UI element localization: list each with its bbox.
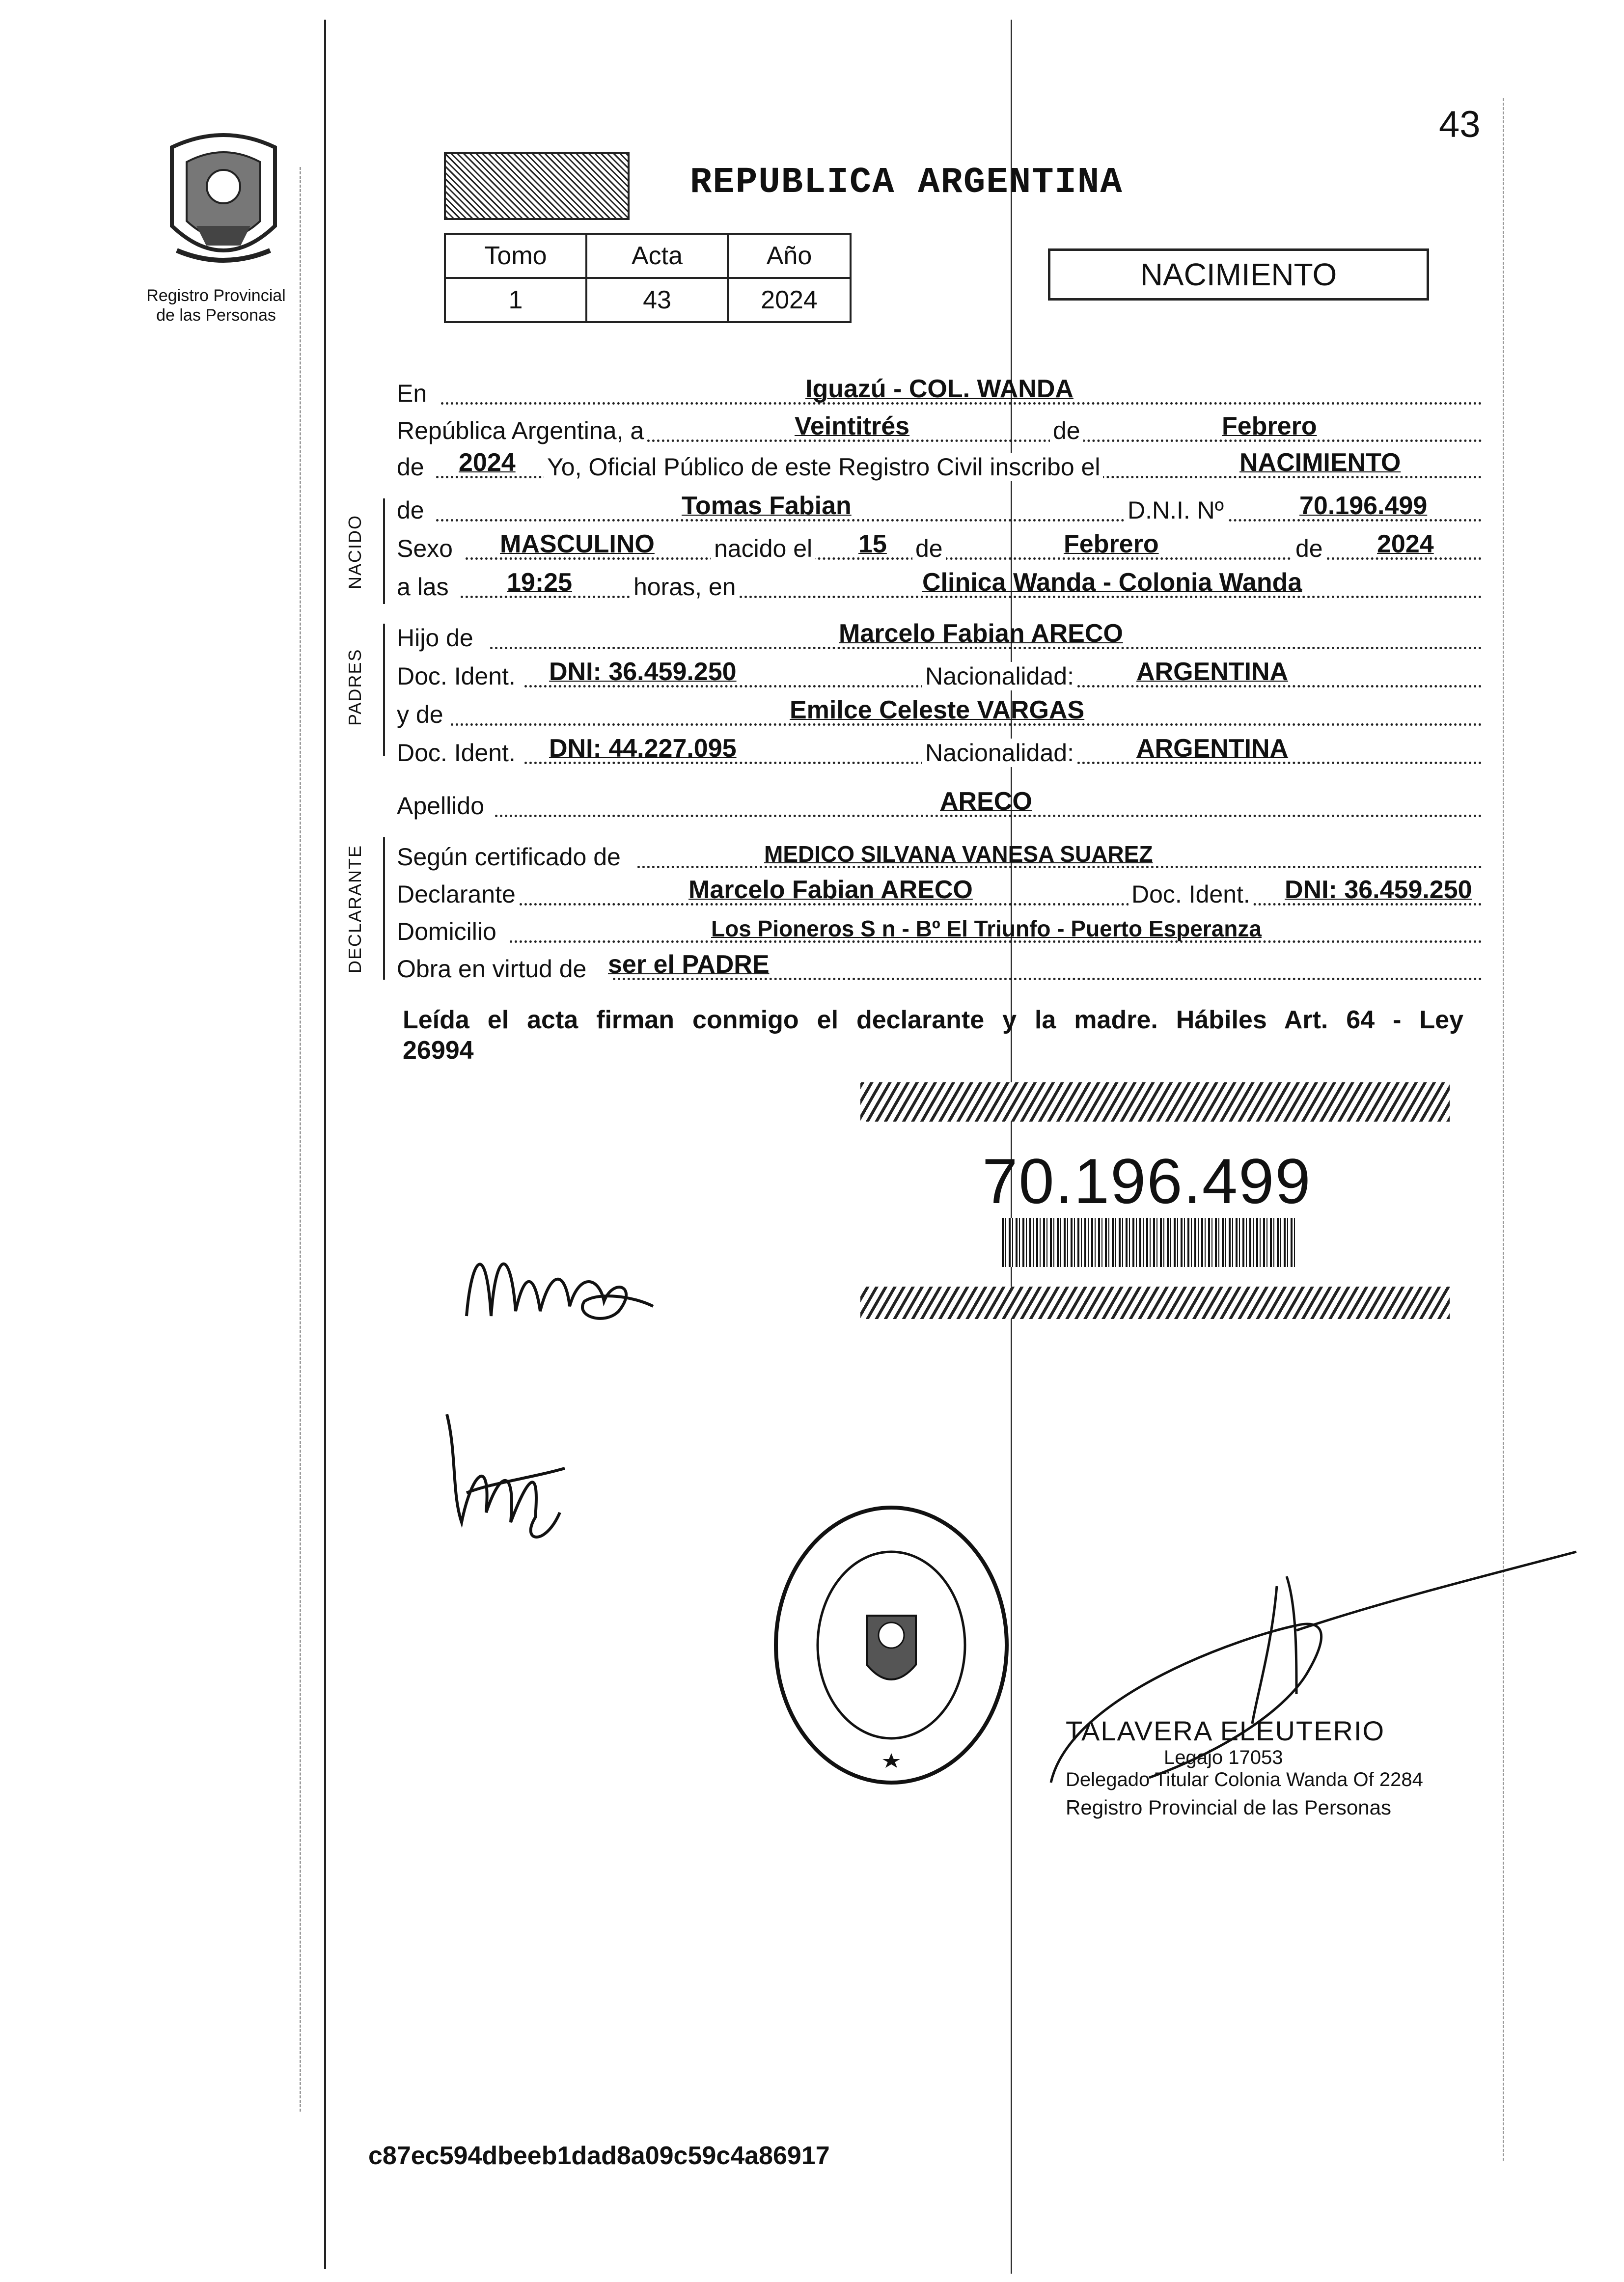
value-lugar: Iguazú - COL. WANDA bbox=[805, 375, 1073, 403]
logo-caption-line1: Registro Provincial bbox=[146, 286, 286, 305]
label-declarante: Declarante bbox=[397, 880, 519, 908]
bracket-declarante bbox=[383, 837, 385, 980]
label-de-anio2: de bbox=[1293, 534, 1326, 563]
label-apellido: Apellido bbox=[397, 792, 487, 820]
label-de-mes2: de bbox=[912, 534, 946, 563]
row-madre-doc bbox=[397, 734, 1482, 769]
row-padre-doc bbox=[397, 657, 1482, 692]
label-segun-certificado: Según certificado de bbox=[397, 843, 624, 871]
row-certificado bbox=[397, 838, 1482, 873]
signature-madre bbox=[432, 1395, 579, 1552]
row-obra-en-virtud bbox=[397, 950, 1482, 985]
label-republica: República Argentina, a bbox=[397, 416, 647, 445]
label-de-nombre: de bbox=[397, 496, 427, 524]
label-en: En bbox=[397, 379, 430, 408]
value-nombre: Tomas Fabian bbox=[682, 492, 852, 520]
label-de-mes: de bbox=[1050, 416, 1083, 445]
hash-code: c87ec594dbeeb1dad8a09c59c4a86917 bbox=[368, 2142, 830, 2170]
value-domicilio: Los Pioneros S n - Bº El Triunfo - Puerto Esperanza bbox=[711, 916, 1262, 941]
left-dashed-line bbox=[300, 167, 301, 2112]
row-fecha bbox=[397, 412, 1482, 447]
row-madre bbox=[397, 695, 1482, 731]
label-a-las: a las bbox=[397, 573, 452, 601]
official-name: TALAVERA ELEUTERIO bbox=[1066, 1715, 1385, 1746]
label-obra-en-virtud: Obra en virtud de bbox=[397, 955, 589, 983]
value-sexo: MASCULINO bbox=[500, 530, 655, 558]
value-anio: 2024 bbox=[459, 448, 516, 477]
label-dni: D.N.I. Nº bbox=[1125, 496, 1227, 524]
security-strip-bottom bbox=[860, 1287, 1450, 1319]
label-nacionalidad: Nacionalidad: bbox=[922, 662, 1077, 690]
table-header-tomo: Tomo bbox=[445, 234, 586, 278]
value-padre: Marcelo Fabian ARECO bbox=[839, 619, 1123, 648]
label-yo-oficial: Yo, Oficial Público de este Registro Civil inscribo el bbox=[544, 453, 1103, 481]
official-registro: Registro Provincial de las Personas bbox=[1066, 1796, 1391, 1819]
table-value-tomo: 1 bbox=[445, 278, 586, 322]
value-madre: Emilce Celeste VARGAS bbox=[790, 696, 1085, 724]
row-hora bbox=[397, 568, 1482, 603]
value-tipo: NACIMIENTO bbox=[1239, 448, 1401, 477]
row-declarante bbox=[397, 875, 1482, 910]
signature-declarante bbox=[457, 1218, 663, 1346]
label-doc-ident: Doc. Ident. bbox=[397, 662, 519, 690]
row-inscripcion bbox=[397, 448, 1482, 483]
closing-text-line2: 26994 bbox=[403, 1036, 474, 1065]
value-padre-doc: DNI: 36.459.250 bbox=[549, 658, 737, 686]
row-lugar bbox=[397, 374, 1482, 410]
value-hora: 19:25 bbox=[507, 568, 572, 597]
logo-caption bbox=[128, 286, 304, 325]
table-value-acta: 43 bbox=[586, 278, 728, 322]
barcode bbox=[1002, 1218, 1296, 1267]
value-dni: 70.196.499 bbox=[1299, 492, 1428, 520]
row-sexo bbox=[397, 529, 1482, 565]
row-padre bbox=[397, 619, 1482, 654]
value-obra-en-virtud: ser el PADRE bbox=[608, 950, 770, 979]
closing-text-line1: Leída el acta firman conmigo el declarante y la madre. Hábiles Art. 64 - Ley bbox=[403, 1006, 1463, 1034]
label-sexo: Sexo bbox=[397, 534, 456, 563]
value-certificado: MEDICO SILVANA VANESA SUAREZ bbox=[764, 841, 1153, 867]
official-cargo: Delegado Titular Colonia Wanda Of 2284 bbox=[1066, 1769, 1423, 1790]
official-stamp bbox=[1066, 1715, 1468, 1819]
provincia-logo bbox=[157, 128, 290, 275]
label-nacionalidad-madre: Nacionalidad: bbox=[922, 739, 1077, 767]
table-header-anio: Año bbox=[728, 234, 851, 278]
label-y-de: y de bbox=[397, 700, 446, 729]
row-nombre bbox=[397, 491, 1482, 526]
value-madre-nac: ARGENTINA bbox=[1136, 734, 1289, 763]
value-apellido: ARECO bbox=[940, 787, 1032, 816]
value-declarante-doc: DNI: 36.459.250 bbox=[1285, 876, 1472, 904]
section-label-padres: PADRES bbox=[345, 648, 365, 726]
value-dia-letras: Veintitrés bbox=[795, 412, 910, 440]
value-declarante: Marcelo Fabian ARECO bbox=[688, 876, 973, 904]
value-mes-nac: Febrero bbox=[1064, 530, 1159, 558]
register-table bbox=[444, 233, 852, 323]
label-horas-en: horas, en bbox=[631, 573, 739, 601]
label-de-year: de bbox=[397, 453, 427, 481]
record-type-box: NACIMIENTO bbox=[1048, 248, 1429, 301]
label-hijo-de: Hijo de bbox=[397, 624, 476, 652]
logo-caption-line2: de las Personas bbox=[156, 306, 276, 325]
page-number: 43 bbox=[1439, 104, 1481, 145]
barcode-number: 70.196.499 bbox=[982, 1145, 1312, 1217]
label-doc-ident-madre: Doc. Ident. bbox=[397, 739, 519, 767]
label-doc-ident-declarante: Doc. Ident. bbox=[1129, 880, 1253, 908]
value-dia-nac: 15 bbox=[858, 530, 887, 558]
row-apellido bbox=[397, 787, 1482, 822]
row-domicilio bbox=[397, 912, 1482, 948]
value-mes: Febrero bbox=[1222, 412, 1317, 440]
value-anio-nac: 2024 bbox=[1377, 530, 1434, 558]
value-lugar-nac: Clinica Wanda - Colonia Wanda bbox=[922, 568, 1302, 597]
right-dashed-line bbox=[1503, 98, 1504, 2161]
section-label-nacido: NACIDO bbox=[345, 514, 365, 589]
official-legajo: Legajo 17053 bbox=[1164, 1747, 1283, 1768]
security-pattern bbox=[444, 152, 630, 220]
left-margin-line bbox=[324, 20, 326, 2269]
label-domicilio: Domicilio bbox=[397, 917, 499, 946]
closing-text bbox=[403, 1005, 1463, 1066]
table-header-acta: Acta bbox=[586, 234, 728, 278]
bracket-padres bbox=[383, 624, 385, 756]
value-padre-nac: ARGENTINA bbox=[1136, 658, 1289, 686]
bracket-nacido bbox=[383, 498, 385, 604]
document-title: REPUBLICA ARGENTINA bbox=[690, 162, 1123, 203]
table-value-anio: 2024 bbox=[728, 278, 851, 322]
label-nacido-el: nacido el bbox=[711, 534, 815, 563]
official-seal bbox=[766, 1498, 1017, 1792]
security-strip-top bbox=[860, 1082, 1450, 1122]
value-madre-doc: DNI: 44.227.095 bbox=[549, 734, 737, 763]
section-label-declarante: DECLARANTE bbox=[345, 844, 365, 973]
